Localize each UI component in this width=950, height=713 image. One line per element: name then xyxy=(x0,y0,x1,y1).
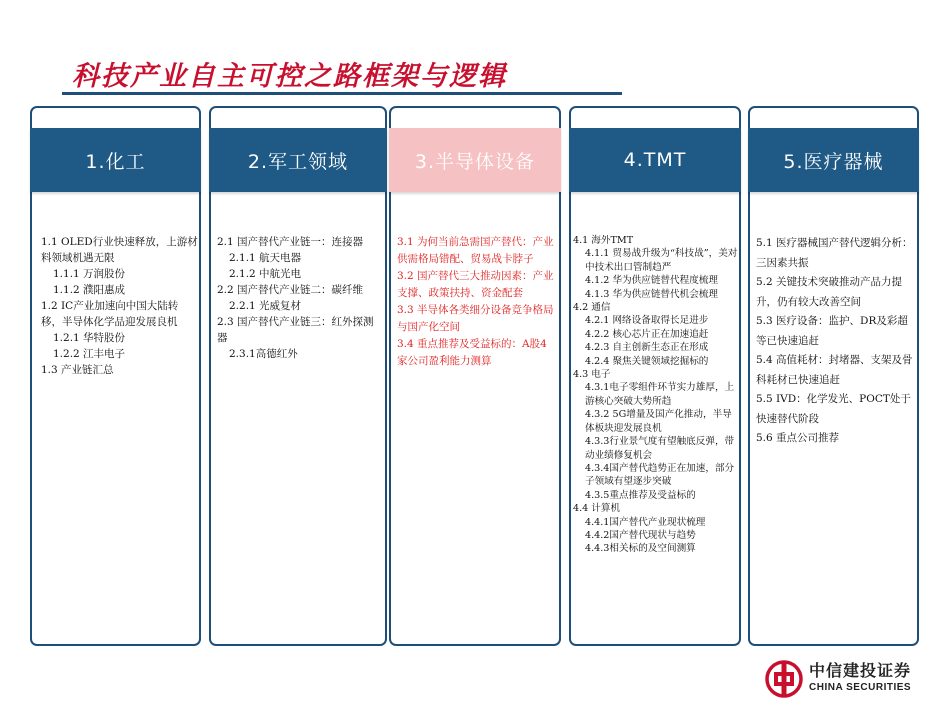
outline-item: 5.6 重点公司推荐 xyxy=(756,432,840,444)
column-header-medical: 5.医疗器械 xyxy=(748,128,919,192)
outline-item: 5.3 医疗设备：监护、DR及彩超等已快速追赶 xyxy=(756,315,908,347)
column-header-military: 2.军工领域 xyxy=(209,128,387,192)
outline-item: 3.3 半导体各类细分设备竞争格局与国产化空间 xyxy=(397,304,554,333)
column-body-military xyxy=(217,234,380,362)
outline-item: 4.1.3 华为供应链替代机会梳理 xyxy=(585,288,718,300)
outline-item: 1.2.1 华特股份 xyxy=(53,332,126,344)
outline-item: 3.4 重点推荐及受益标的：A股4家公司盈利能力测算 xyxy=(397,338,547,367)
outline-item: 1.3 产业链汇总 xyxy=(41,364,114,376)
outline-item: 2.1.2 中航光电 xyxy=(229,268,302,280)
page-title: 科技产业自主可控之路框架与逻辑 xyxy=(72,61,507,92)
outline-item: 5.5 IVD：化学发光、POCT处于快速替代阶段 xyxy=(756,393,911,425)
company-logo xyxy=(765,660,911,698)
outline-item: 2.2 国产替代产业链二：碳纤维 xyxy=(217,284,364,296)
logo-en-name: CHINA SECURITIES xyxy=(809,682,912,693)
outline-item: 4.1 海外TMT xyxy=(573,235,634,246)
outline-item: 2.3 国产替代产业链三：红外探测器 xyxy=(217,316,374,344)
column-body-medical xyxy=(756,234,914,449)
column-header-tmt: 4.TMT xyxy=(569,128,741,192)
outline-item: 4.4 计算机 xyxy=(573,503,621,515)
outline-item: 1.1.1 万润股份 xyxy=(53,268,126,280)
outline-item: 1.1 OLED行业快速释放，上游材料领域机遇无限 xyxy=(41,236,198,264)
outline-item: 4.2 通信 xyxy=(573,302,611,314)
outline-item: 1.1.2 濮阳惠成 xyxy=(53,284,126,296)
logo-cn-name: 中信建投证券 xyxy=(809,661,912,680)
outline-item: 4.3.5重点推荐及受益标的 xyxy=(585,489,696,501)
title-underline xyxy=(62,92,622,95)
outline-item: 4.3.2 5G增量及国产化推动，半导体板块迎发展良机 xyxy=(585,409,732,434)
column-body-chemical xyxy=(41,234,198,378)
outline-item: 4.3.1电子零组件环节实力雄厚，上游核心突破大势所趋 xyxy=(585,382,735,407)
outline-item: 5.2 关键技术突破推动产品力提升，仍有较大改善空间 xyxy=(756,276,903,308)
outline-item: 4.2.4 聚焦关键领域挖掘标的 xyxy=(585,355,709,367)
column-header-chemical: 1.化工 xyxy=(30,128,201,192)
outline-item: 4.3 电子 xyxy=(573,369,611,381)
outline-item: 1.2 IC产业加速向中国大陆转移，半导体化学品迎发展良机 xyxy=(41,300,179,328)
outline-item: 5.1 医疗器械国产替代逻辑分析：三因素共振 xyxy=(756,237,913,269)
column-body-tmt xyxy=(573,234,739,556)
outline-item: 2.1 国产替代产业链一：连接器 xyxy=(217,236,364,248)
outline-item: 3.2 国产替代三大推动因素：产业支撑、政策扶持、资金配套 xyxy=(397,270,554,299)
outline-item: 4.3.3行业景气度有望触底反弹，带动业绩修复机会 xyxy=(585,436,735,461)
outline-item: 4.4.3相关标的及空间测算 xyxy=(585,543,696,555)
outline-item: 4.2.1 网络设备取得长足进步 xyxy=(585,315,709,327)
outline-item: 3.1 为何当前急需国产替代：产业供需格局错配、贸易战卡脖子 xyxy=(397,236,554,265)
citic-emblem-icon xyxy=(765,660,803,698)
outline-item: 2.3.1高德红外 xyxy=(229,348,298,360)
outline-item: 4.2.3 自主创新生态正在形成 xyxy=(585,342,709,354)
outline-item: 2.2.1 光威复材 xyxy=(229,300,302,312)
outline-item: 4.1.1 贸易战升级为“科技战”，美对中技术出口管制趋严 xyxy=(585,248,738,273)
outline-item: 4.3.4国产替代趋势正在加速，部分子领域有望逐步突破 xyxy=(585,462,735,488)
outline-item: 4.2.2 核心芯片正在加速追赶 xyxy=(585,328,709,340)
column-body-semiconductor xyxy=(397,234,554,370)
outline-item: 4.1.2 华为供应链替代程度梳理 xyxy=(585,275,718,287)
outline-item: 5.4 高值耗材：封堵器、支架及骨科耗材已快速追赶 xyxy=(756,354,913,386)
outline-item: 1.2.2 江丰电子 xyxy=(53,348,126,360)
outline-item: 4.4.1国产替代产业现状梳理 xyxy=(585,516,706,528)
outline-item: 4.4.2国产替代现状与趋势 xyxy=(585,529,696,541)
outline-item: 2.1.1 航天电器 xyxy=(229,252,302,264)
column-header-semiconductor: 3.半导体设备 xyxy=(389,128,561,192)
